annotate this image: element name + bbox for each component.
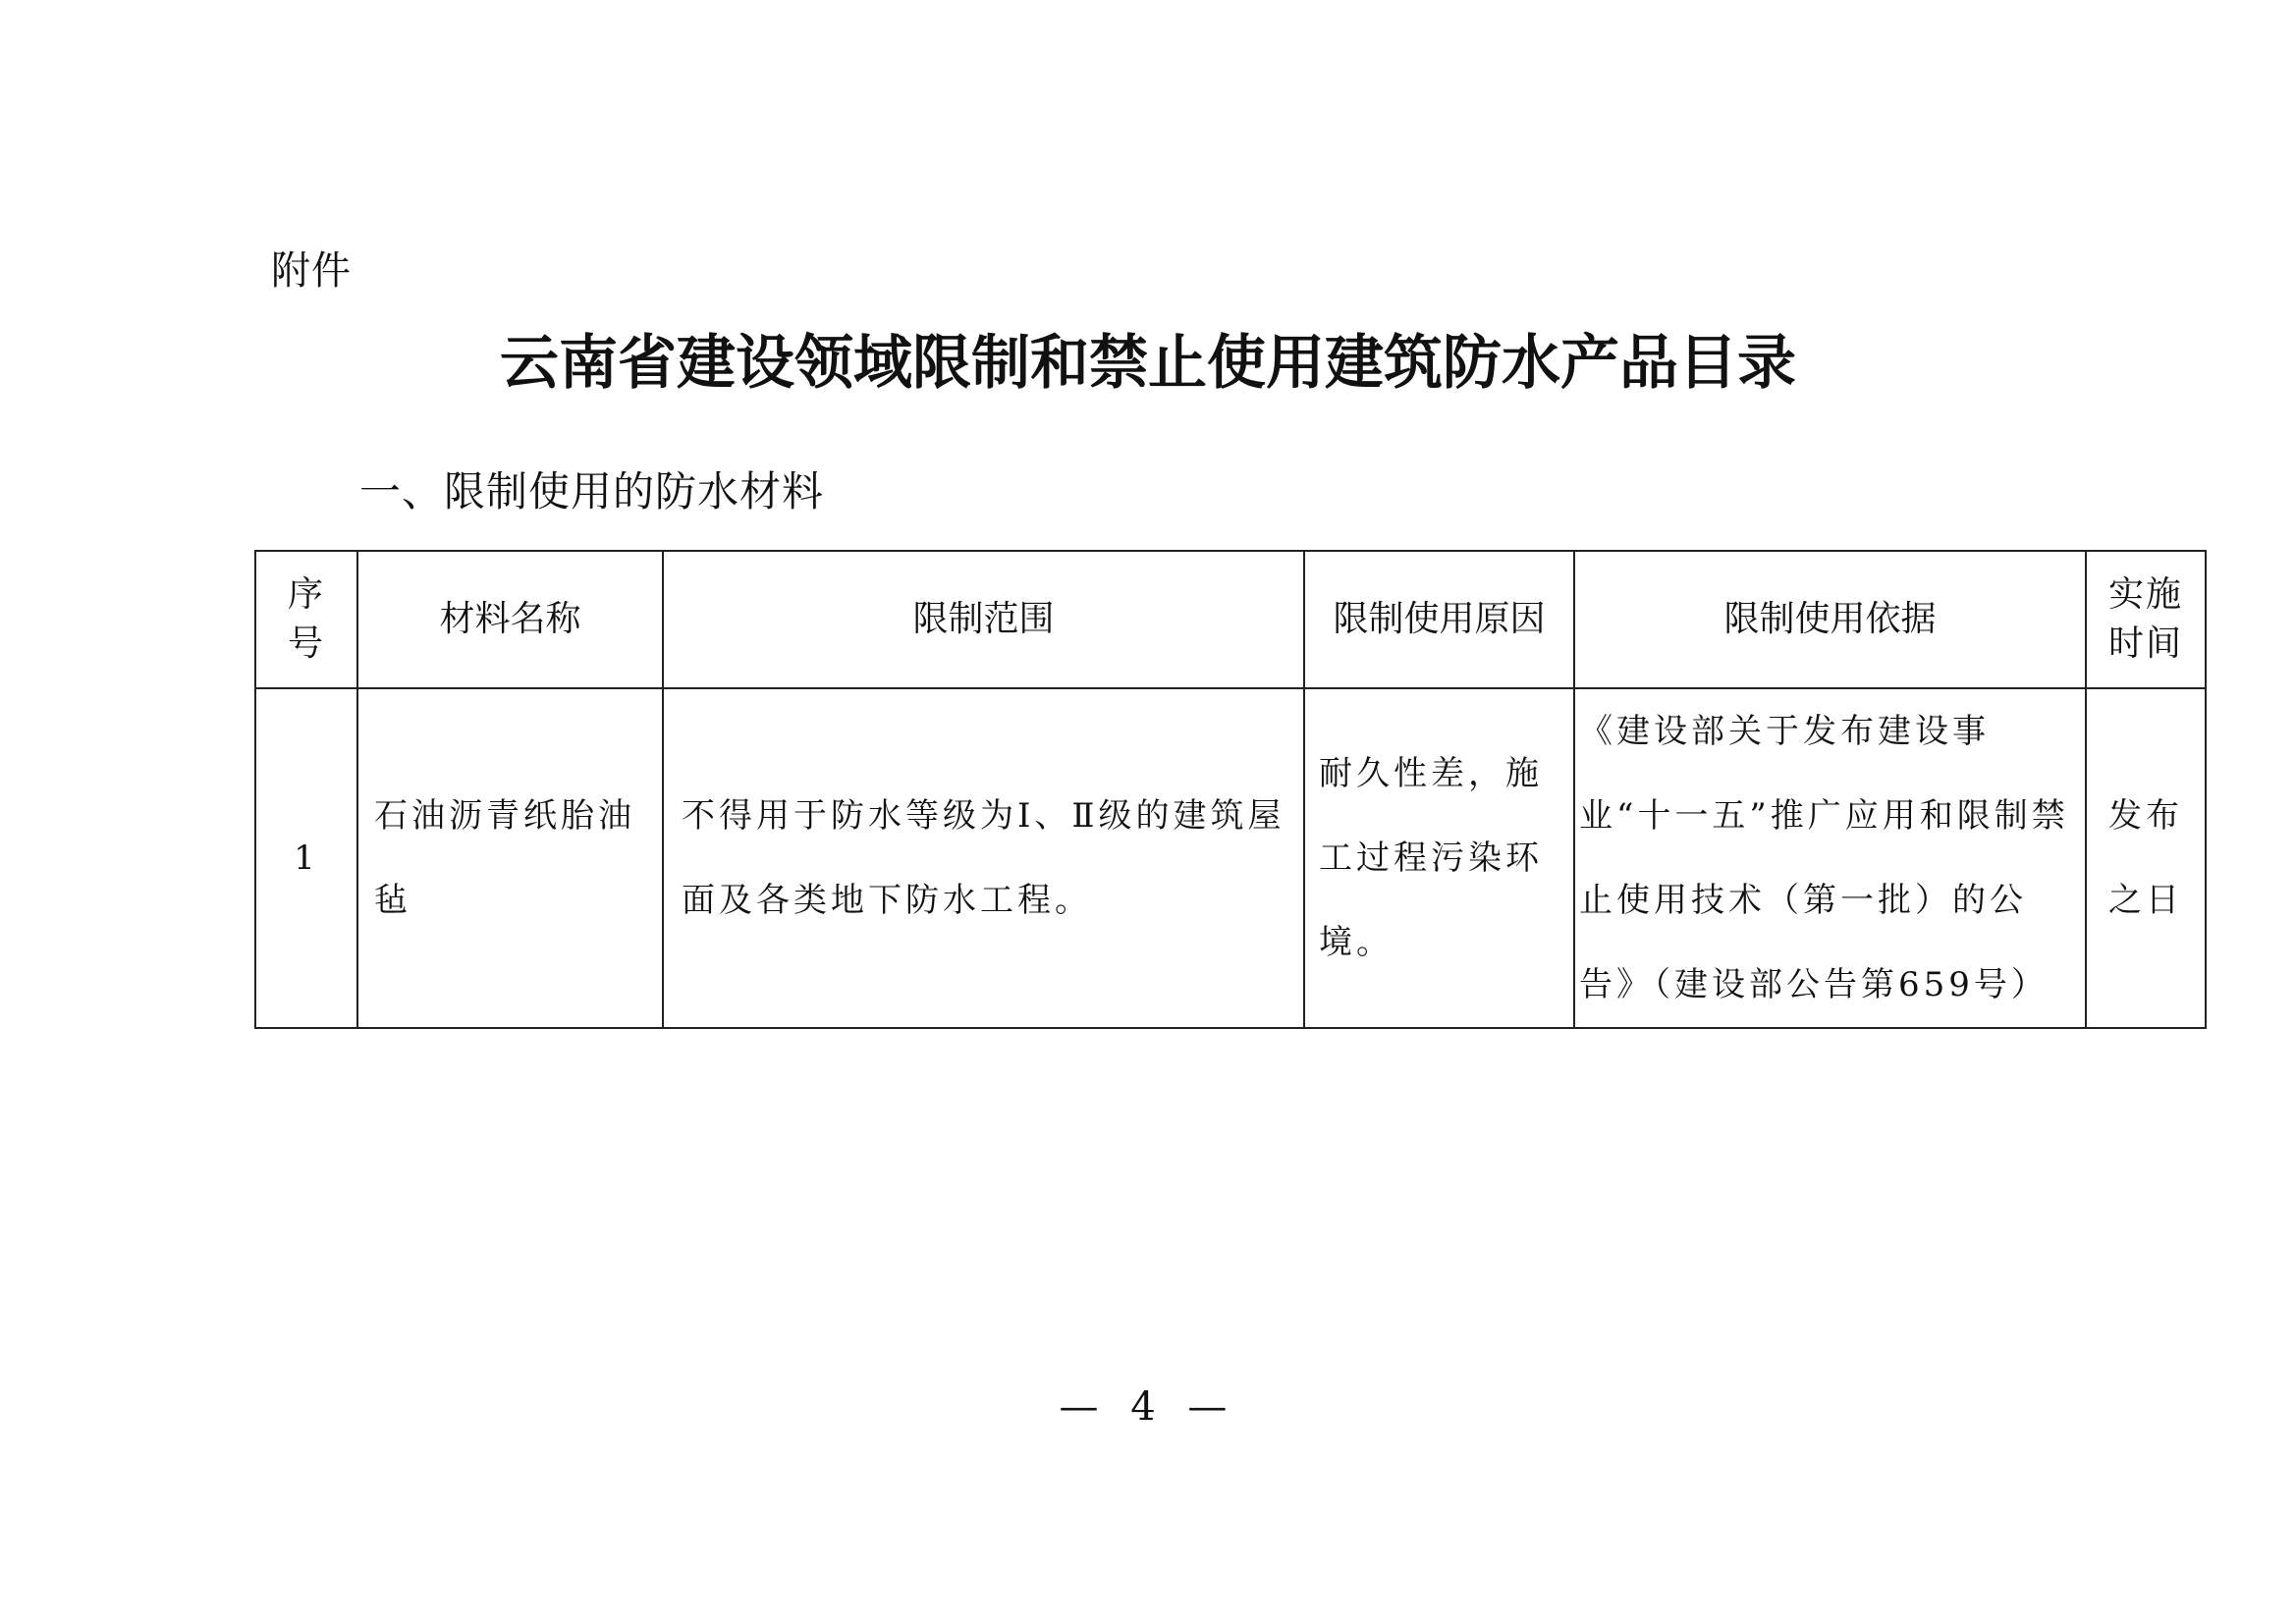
cell-seq: 1 bbox=[255, 688, 357, 1028]
cell-restriction-reason: 耐久性差，施工过程污染环境。 bbox=[1304, 688, 1574, 1028]
header-restriction-scope: 限制范围 bbox=[663, 551, 1304, 688]
cell-material-name: 石油沥青纸胎油毡 bbox=[357, 688, 663, 1028]
table-header-row bbox=[255, 551, 2206, 688]
table-row bbox=[255, 688, 2206, 1028]
attachment-label: 附件 bbox=[271, 248, 352, 294]
header-material-name: 材料名称 bbox=[357, 551, 663, 688]
header-restriction-basis: 限制使用依据 bbox=[1574, 551, 2086, 688]
section-heading: 一、限制使用的防水材料 bbox=[359, 467, 825, 515]
cell-restriction-scope: 不得用于防水等级为Ⅰ、Ⅱ级的建筑屋面及各类地下防水工程。 bbox=[663, 688, 1304, 1028]
cell-effective-time: 发布之日 bbox=[2086, 688, 2206, 1028]
restricted-materials-table bbox=[254, 550, 2207, 1029]
header-effective-time: 实施时间 bbox=[2086, 551, 2206, 688]
header-restriction-reason: 限制使用原因 bbox=[1304, 551, 1574, 688]
page-number: — 4 — bbox=[1059, 1384, 1237, 1430]
header-seq: 序号 bbox=[255, 551, 357, 688]
document-title: 云南省建设领域限制和禁止使用建筑防水产品目录 bbox=[500, 329, 1796, 398]
cell-restriction-basis: 《建设部关于发布建设事业“十一五”推广应用和限制禁止使用技术（第一批）的公告》（建设部公告第659号） bbox=[1574, 688, 2086, 1028]
